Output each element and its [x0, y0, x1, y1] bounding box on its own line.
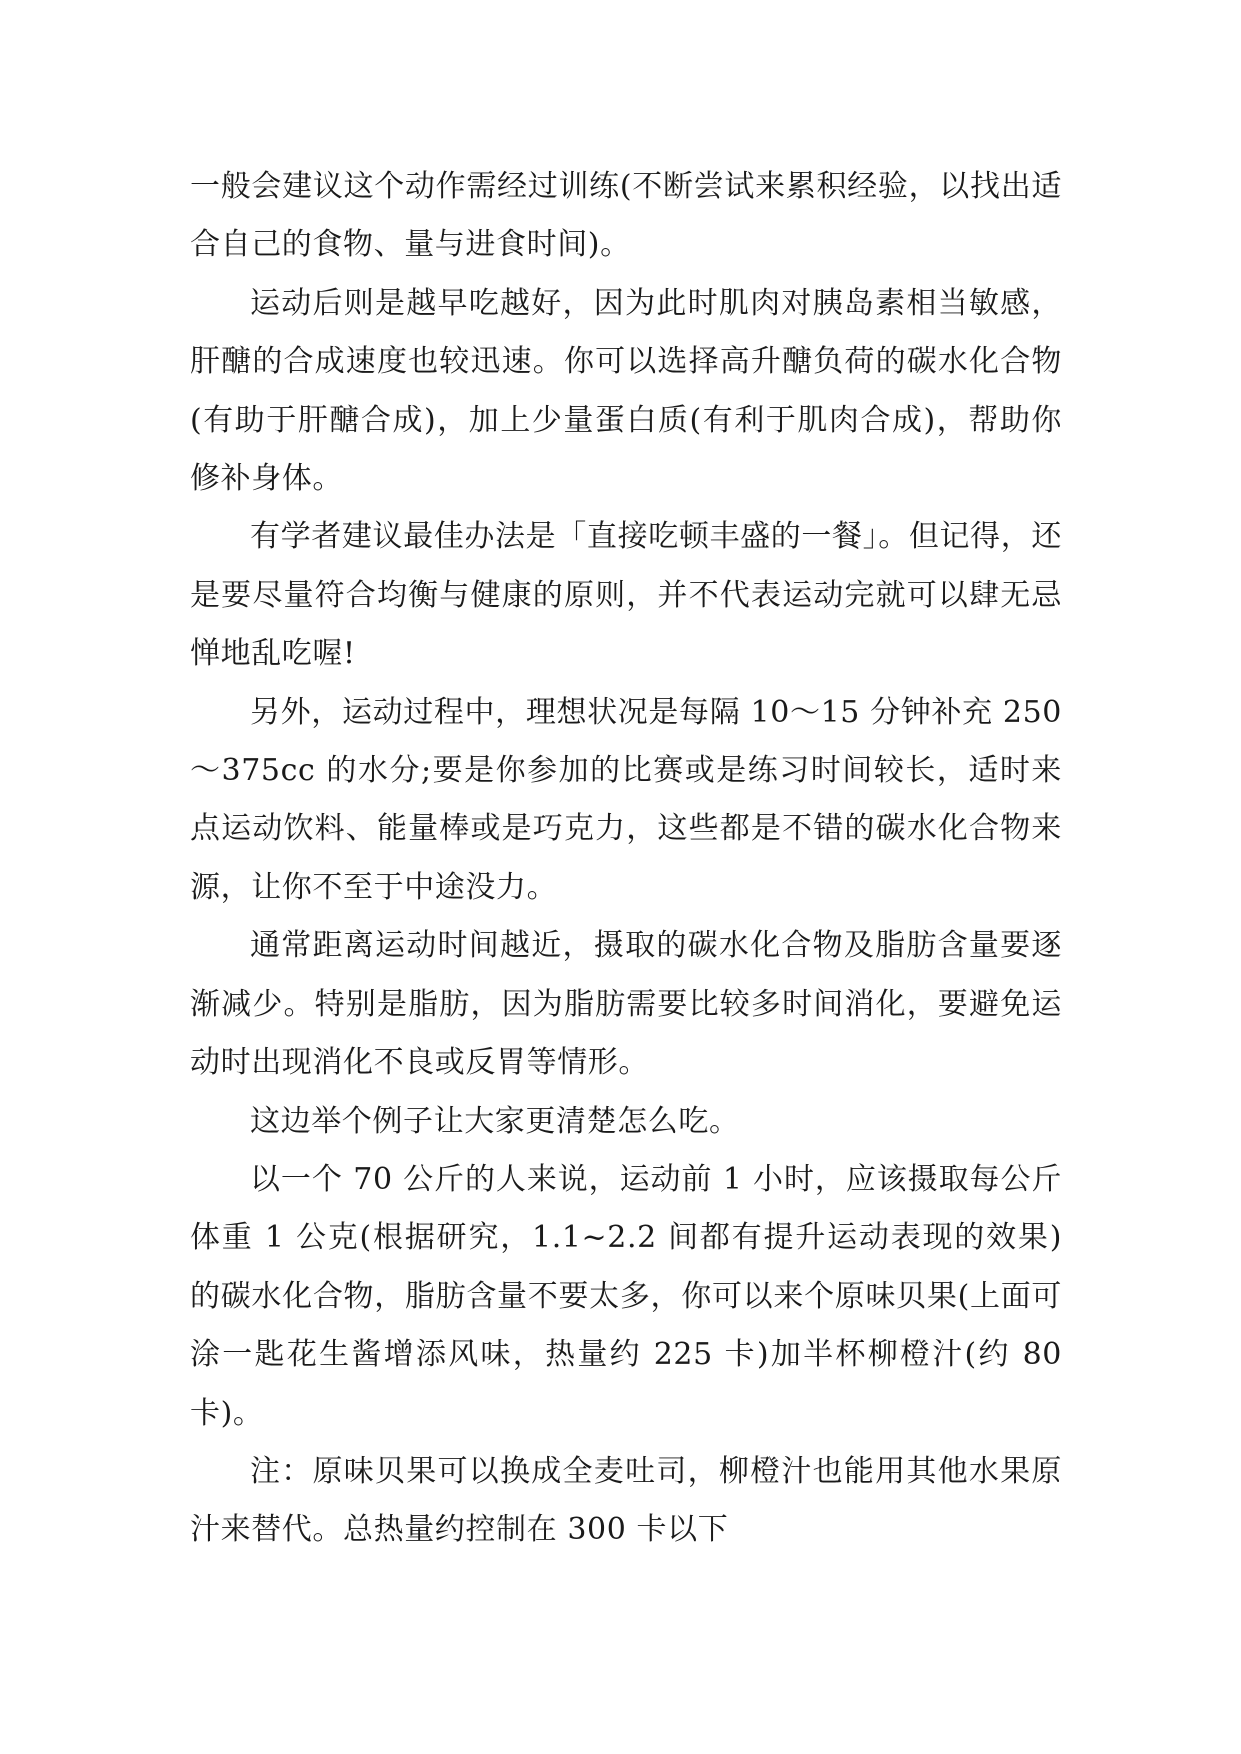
document-body: [190, 158, 1062, 1560]
paragraph-2: 运动后则是越早吃越好，因为此时肌肉对胰岛素相当敏感，肝醣的合成速度也较迅速。你可以选择高升醣负荷的碳水化合物(有助于肝醣合成)，加上少量蛋白质(有利于肌肉合成)，帮助你修补身体。: [190, 285, 1062, 497]
paragraph-7: 以一个 70 公斤的人来说，运动前 1 小时，应该摄取每公斤体重 1 公克(根据研究，1.1~2.2 间都有提升运动表现的效果)的碳水化合物，脂肪含量不要太多，你可以来个原味贝果(上面可涂一匙花生酱增添风味，热量约 225 卡)加半杯柳橙汁(约 80 卡)。: [190, 1161, 1062, 1431]
paragraph-1: 一般会建议这个动作需经过训练(不断尝试来累积经验，以找出适合自己的食物、量与进食时间)。: [190, 169, 1062, 263]
paragraph-6: 这边举个例子让大家更清楚怎么吃。: [250, 1103, 740, 1139]
paragraph-3: 有学者建议最佳办法是「直接吃顿丰盛的一餐」。但记得，还是要尽量符合均衡与健康的原则，并不代表运动完就可以肆无忌惮地乱吃喔!: [190, 519, 1062, 672]
paragraph-8: 注：原味贝果可以换成全麦吐司，柳橙汁也能用其他水果原汁来替代。总热量约控制在 300 卡以下: [190, 1453, 1062, 1548]
paragraph-4: 另外，运动过程中，理想状况是每隔 10～15 分钟补充 250～375cc 的水分;要是你参加的比赛或是练习时间较长，适时来点运动饮料、能量棒或是巧克力，这些都是不错的碳水化合物来源，让你不至于中途没力。: [190, 694, 1062, 905]
paragraph-5: 通常距离运动时间越近，摄取的碳水化合物及脂肪含量要逐渐减少。特别是脂肪，因为脂肪需要比较多时间消化，要避免运动时出现消化不良或反胃等情形。: [190, 928, 1062, 1081]
